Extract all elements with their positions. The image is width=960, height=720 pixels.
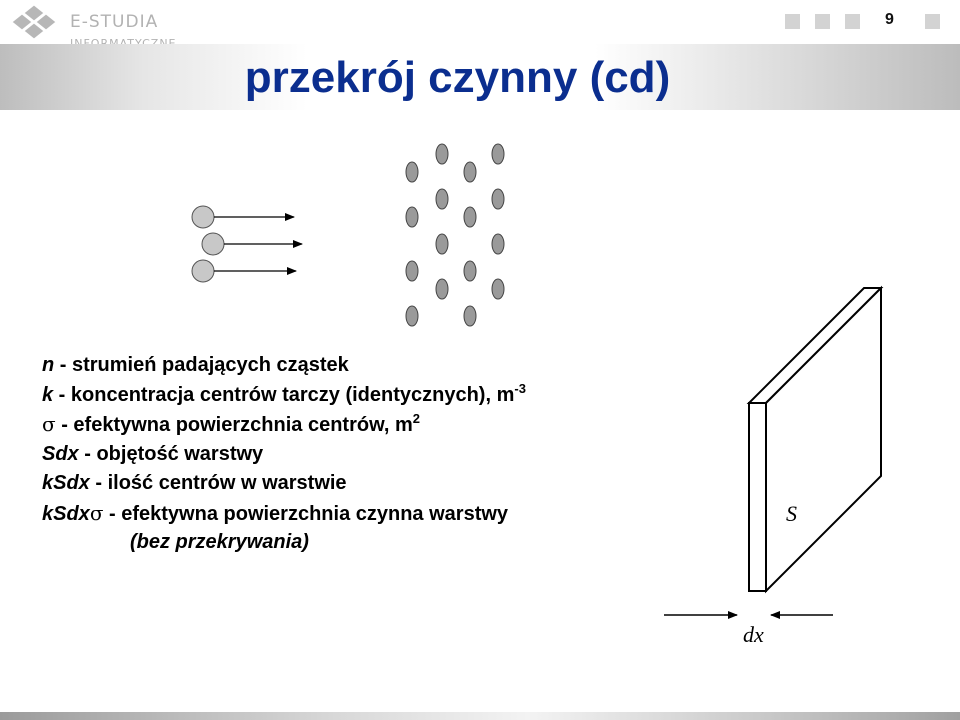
definition-symbol: Sdx [42,442,79,465]
page-title: przekrój czynny (cd) [244,53,671,102]
target-center [492,234,504,254]
definition-text: - strumień padających cząstek [54,354,349,376]
unit-exponent: -3 [514,380,526,396]
footer-bar [0,712,960,720]
slab-front-face [749,403,766,591]
definition-text: - efektywna powierzchnia czynna warstwy [103,502,509,525]
definition-line [42,440,526,470]
definition-text: - efektywna powierzchnia centrów, m [55,414,413,436]
target-center [464,162,476,182]
target-center [406,207,418,227]
target-center [464,207,476,227]
definition-line [42,469,526,499]
definition-symbol-sigma: σ [89,500,104,525]
definition-line [42,381,526,411]
page-number: 9 [885,11,894,28]
target-center [406,162,418,182]
incident-particle [192,260,296,282]
incident-particle [202,233,302,255]
definition-line [42,499,526,529]
definition-note [42,528,526,558]
target-center [436,279,448,299]
definition-symbol: kSdx [42,502,90,525]
definition-text: - koncentracja centrów tarczy (identycznych), m [53,383,515,406]
definition-note-text: (bez przekrywania) [130,531,309,553]
definition-symbol: k [42,383,54,406]
definition-symbol: σ [42,412,56,436]
unit-exponent: 2 [412,411,421,426]
definition-line [42,410,526,440]
definition-text: - objętość warstwy [78,442,264,465]
thickness-label: dx [743,622,764,647]
target-centers [406,144,504,326]
target-center [436,234,448,254]
target-center [406,261,418,281]
logo-main-text: E-STUDIA [70,12,159,32]
plate-area-label: S [786,501,797,526]
target-center [492,279,504,299]
target-center [436,189,448,209]
target-center [406,306,418,326]
target-center [492,144,504,164]
target-center [492,189,504,209]
definition-line [42,351,526,381]
target-center [464,261,476,281]
definition-text: - ilość centrów w warstwie [89,472,347,494]
incident-particles [192,206,302,282]
definitions-list [42,351,526,558]
target-layer-slab [749,288,881,591]
definition-symbol: n [42,354,55,376]
incident-particle [192,206,294,228]
definition-symbol: kSdx [42,472,90,494]
target-center [436,144,448,164]
target-center [464,306,476,326]
